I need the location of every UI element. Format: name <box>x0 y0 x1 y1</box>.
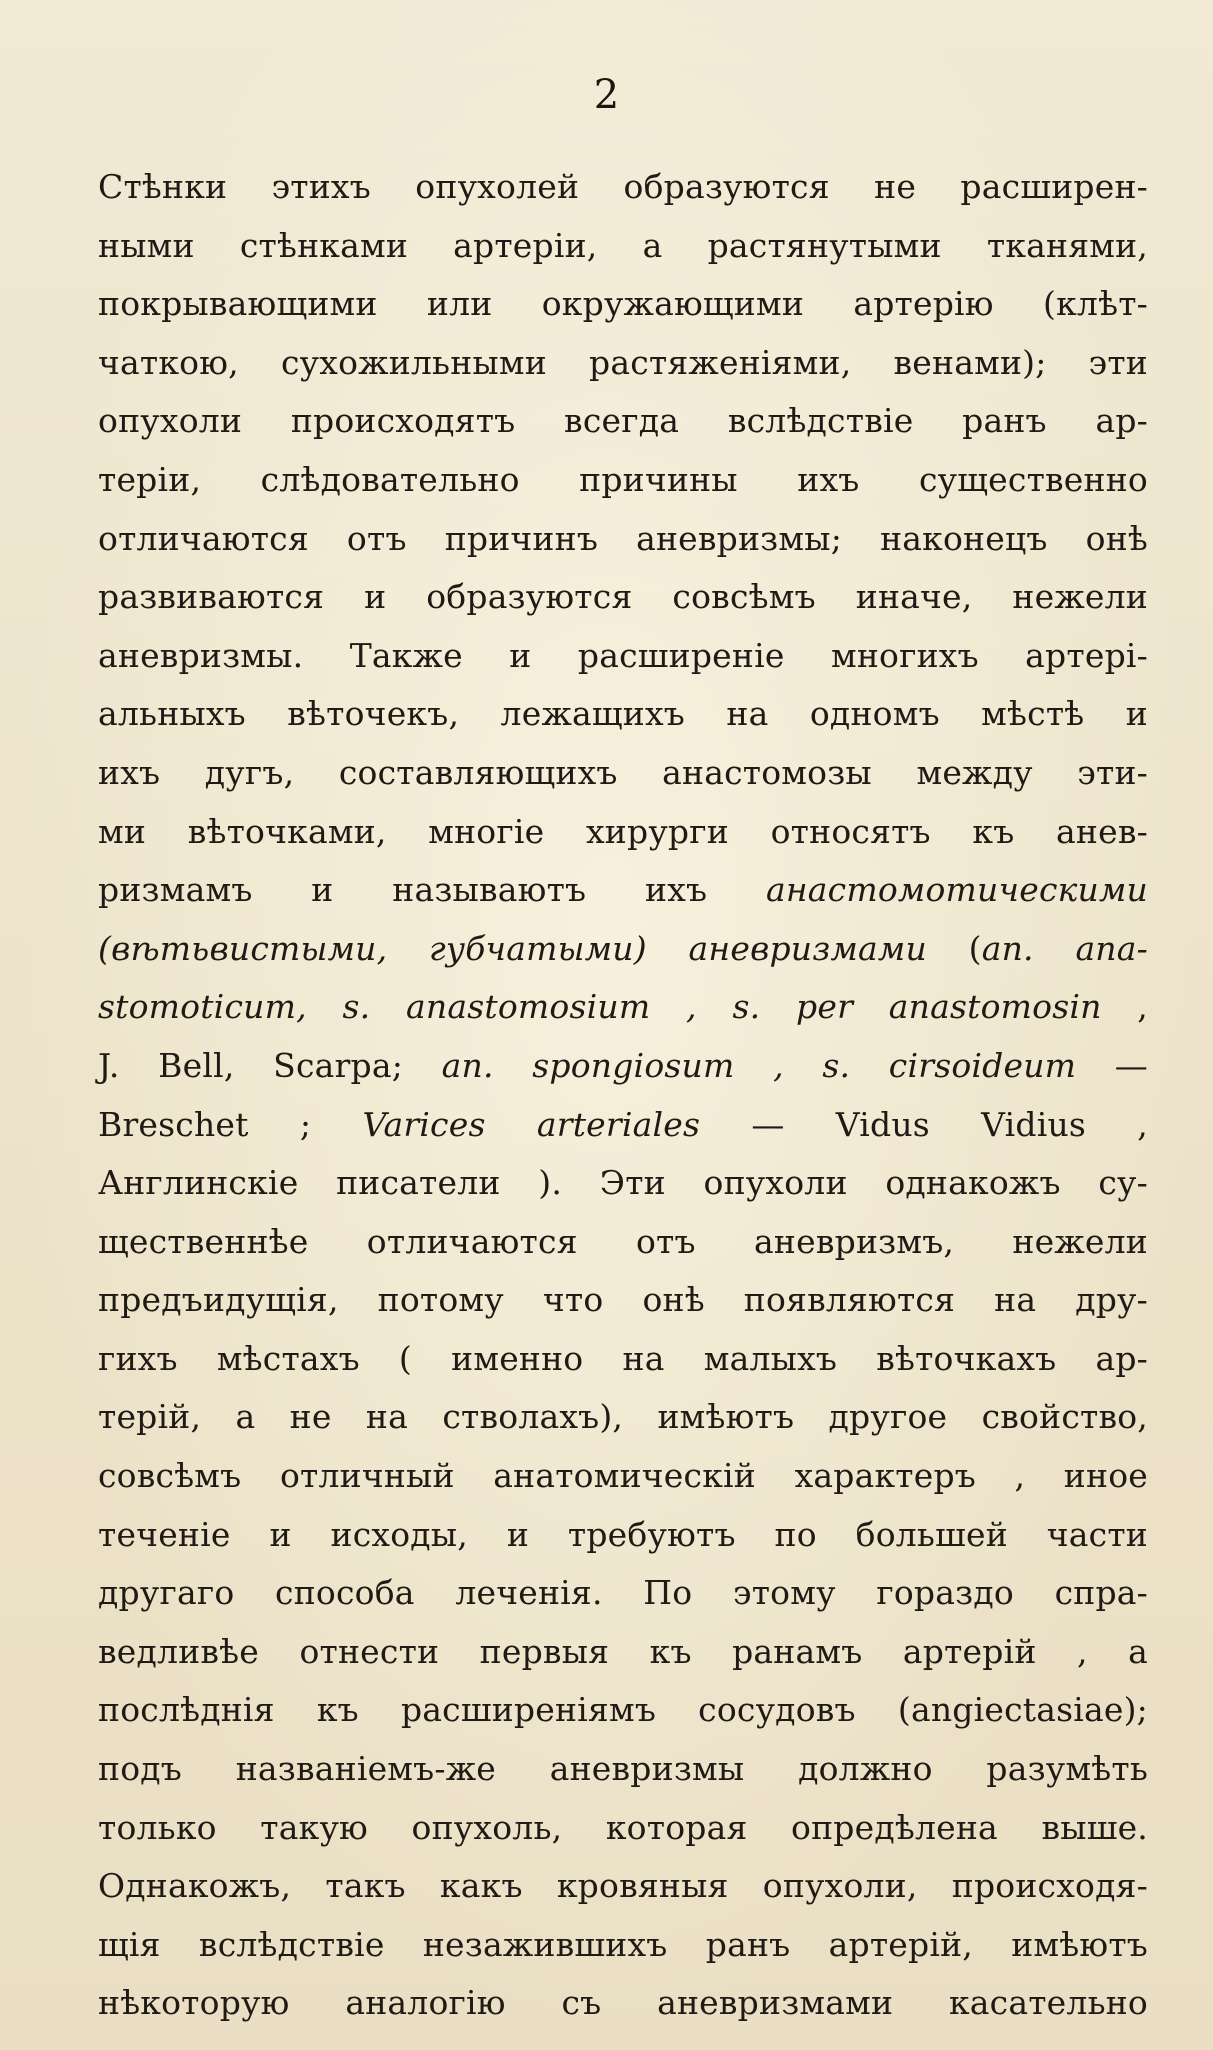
text-segment: щественнѣе отличаются отъ аневризмъ, нежели <box>98 1221 1148 1261</box>
text-line <box>98 1974 1148 2033</box>
text-segment: альныхъ вѣточекъ, лежащихъ на одномъ мѣстѣ и <box>98 694 1148 734</box>
text-line <box>98 1213 1148 1272</box>
text-line <box>98 1388 1148 1447</box>
text-line <box>98 392 1148 451</box>
text-line <box>98 1857 1148 1916</box>
text-line <box>98 568 1148 627</box>
text-line <box>98 1447 1148 1506</box>
italic-text: an. spongiosum , s. cirsoideum <box>441 1045 1077 1085</box>
text-line <box>98 217 1148 276</box>
text-segment: другаго способа леченія. По этому гораздо спра- <box>98 1573 1148 1613</box>
text-segment: — <box>1076 1045 1148 1085</box>
text-line <box>98 1916 1148 1975</box>
text-segment: Англинскіе писатели ). Эти опухоли однакожъ су- <box>98 1163 1148 1203</box>
text-line <box>98 1740 1148 1799</box>
text-segment: терій, а не на стволахъ), имѣютъ другое свойство, <box>98 1397 1148 1437</box>
text-segment: Breschet ; <box>98 1104 363 1144</box>
italic-text: анастомотическими <box>765 870 1148 910</box>
text-segment: гихъ мѣстахъ ( именно на малыхъ вѣточкахъ ар- <box>98 1338 1148 1378</box>
text-segment: отличаются отъ причинъ аневризмы; наконецъ онѣ <box>98 518 1148 558</box>
text-segment: только такую опухоль, которая опредѣлена выше. <box>98 1807 1148 1847</box>
text-line <box>98 1271 1148 1330</box>
text-line <box>98 451 1148 510</box>
text-segment: предъидущія, потому что онѣ появляются на дру- <box>98 1280 1148 1320</box>
text-line <box>98 1096 1148 1155</box>
text-line <box>98 627 1148 686</box>
text-line <box>98 1623 1148 1682</box>
text-segment: ми вѣточками, многіе хирурги относятъ къ анев- <box>98 811 1148 851</box>
text-segment: теріи, слѣдовательно причины ихъ существенно <box>98 459 1148 499</box>
text-segment: щія вслѣдствіе незажившихъ ранъ артерій, имѣютъ <box>98 1924 1148 1964</box>
text-line <box>98 510 1148 569</box>
text-line <box>98 685 1148 744</box>
text-line <box>98 158 1148 217</box>
text-segment: J. Bell, Scarpa; <box>98 1045 442 1085</box>
text-line <box>98 1154 1148 1213</box>
text-segment: ( <box>926 928 982 968</box>
text-segment: — Vidus Vidius , <box>700 1104 1148 1144</box>
text-line <box>98 1330 1148 1389</box>
text-line <box>98 334 1148 393</box>
italic-text: an. ana- <box>981 928 1148 968</box>
page-number: 2 <box>593 72 620 118</box>
text-segment: ными стѣнками артеріи, а растянутыми тканями, <box>98 225 1148 265</box>
text-segment: покрывающими или окружающими артерію (клѣт- <box>98 284 1148 324</box>
text-segment: ризмамъ и называютъ ихъ <box>98 870 766 910</box>
text-line <box>98 1037 1148 1096</box>
text-segment: , <box>1101 987 1148 1027</box>
text-segment: теченіе и исходы, и требуютъ по большей части <box>98 1514 1148 1554</box>
text-line <box>98 920 1148 979</box>
text-segment: развиваются и образуются совсѣмъ иначе, нежели <box>98 577 1148 617</box>
text-line <box>98 275 1148 334</box>
text-line <box>98 1564 1148 1623</box>
text-line <box>98 978 1148 1037</box>
text-segment: послѣднія къ расширеніямъ сосудовъ (angiectasiae); <box>98 1690 1148 1730</box>
text-line <box>98 861 1148 920</box>
text-line <box>98 744 1148 803</box>
text-segment: опухоли происходятъ всегда вслѣдствіе ранъ ар- <box>98 401 1148 441</box>
text-segment: Однакожъ, такъ какъ кровяныя опухоли, происходя- <box>98 1866 1148 1906</box>
text-line <box>98 1506 1148 1565</box>
text-segment: совсѣмъ отличный анатомическій характеръ , иное <box>98 1456 1148 1496</box>
text-segment: Стѣнки этихъ опухолей образуются не расширен- <box>98 167 1148 206</box>
italic-text: (вѣтьвистыми, губчатыми) аневризмами <box>98 928 927 968</box>
italic-text: Varices arteriales <box>362 1104 701 1144</box>
text-segment: ихъ дугъ, составляющихъ анастомозы между эти- <box>98 752 1148 792</box>
text-segment: подъ названіемъ-же аневризмы должно разумѣть <box>98 1749 1148 1789</box>
text-segment: чаткою, сухожильными растяженіями, венами); эти <box>98 342 1148 382</box>
italic-text: stomoticum, s. anastomosium , s. per anastomosin <box>98 987 1102 1027</box>
text-segment: аневризмы. Также и расширеніе многихъ артері- <box>98 635 1148 675</box>
text-line <box>98 1681 1148 1740</box>
body-text <box>98 158 1148 2033</box>
text-line <box>98 803 1148 862</box>
text-segment: ведливѣе отнести первыя къ ранамъ артерій , а <box>98 1631 1148 1671</box>
text-line <box>98 1799 1148 1858</box>
text-segment: нѣкоторую аналогію съ аневризмами касательно <box>98 1983 1148 2023</box>
